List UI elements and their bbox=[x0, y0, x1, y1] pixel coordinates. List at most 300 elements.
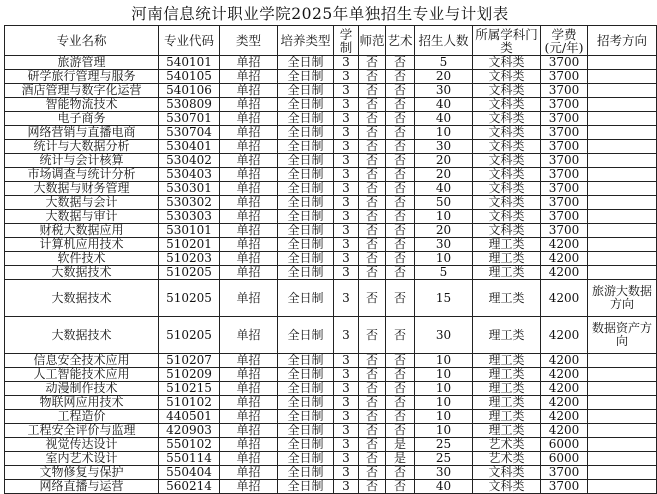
cell-art: 否 bbox=[386, 84, 415, 98]
cell-art: 否 bbox=[386, 266, 415, 280]
cell-discipline: 理工类 bbox=[473, 238, 541, 252]
cell-discipline: 文科类 bbox=[473, 224, 541, 238]
table-row bbox=[5, 154, 657, 168]
cell-major-name: 大数据技术 bbox=[5, 280, 159, 317]
table-row bbox=[5, 56, 657, 70]
cell-discipline: 理工类 bbox=[473, 252, 541, 266]
cell-normal: 否 bbox=[359, 140, 386, 154]
cell-tuition: 4200 bbox=[541, 382, 588, 396]
cell-tuition: 3700 bbox=[541, 168, 588, 182]
cell-major-code: 540105 bbox=[159, 70, 220, 84]
cell-training-type: 全日制 bbox=[278, 126, 334, 140]
cell-art: 是 bbox=[386, 452, 415, 466]
cell-type: 单招 bbox=[220, 396, 278, 410]
table-row bbox=[5, 238, 657, 252]
cell-training-type: 全日制 bbox=[278, 112, 334, 126]
cell-direction bbox=[588, 154, 657, 168]
cell-direction bbox=[588, 424, 657, 438]
cell-duration: 3 bbox=[334, 480, 359, 494]
cell-training-type: 全日制 bbox=[278, 196, 334, 210]
cell-art: 否 bbox=[386, 168, 415, 182]
cell-type: 单招 bbox=[220, 252, 278, 266]
cell-normal: 否 bbox=[359, 182, 386, 196]
cell-type: 单招 bbox=[220, 424, 278, 438]
cell-normal: 否 bbox=[359, 154, 386, 168]
header-tuition: 学费(元/年) bbox=[541, 26, 588, 56]
cell-duration: 3 bbox=[334, 224, 359, 238]
cell-direction bbox=[588, 98, 657, 112]
table-row bbox=[5, 252, 657, 266]
cell-type: 单招 bbox=[220, 317, 278, 354]
cell-art: 否 bbox=[386, 396, 415, 410]
cell-duration: 3 bbox=[334, 238, 359, 252]
cell-direction bbox=[588, 56, 657, 70]
cell-discipline: 文科类 bbox=[473, 140, 541, 154]
header-direction: 招考方向 bbox=[588, 26, 657, 56]
cell-duration: 3 bbox=[334, 452, 359, 466]
cell-duration: 3 bbox=[334, 252, 359, 266]
cell-tuition: 6000 bbox=[541, 438, 588, 452]
cell-direction: 旅游大数据方向 bbox=[588, 280, 657, 317]
cell-major-code: 550114 bbox=[159, 452, 220, 466]
cell-duration: 3 bbox=[334, 196, 359, 210]
table-row bbox=[5, 317, 657, 354]
cell-discipline: 艺术类 bbox=[473, 438, 541, 452]
cell-major-code: 510207 bbox=[159, 354, 220, 368]
cell-type: 单招 bbox=[220, 126, 278, 140]
cell-normal: 否 bbox=[359, 252, 386, 266]
table-row bbox=[5, 210, 657, 224]
table-row bbox=[5, 280, 657, 317]
cell-type: 单招 bbox=[220, 168, 278, 182]
table-row bbox=[5, 396, 657, 410]
cell-major-code: 530402 bbox=[159, 154, 220, 168]
cell-tuition: 3700 bbox=[541, 84, 588, 98]
cell-art: 否 bbox=[386, 424, 415, 438]
cell-normal: 否 bbox=[359, 368, 386, 382]
cell-type: 单招 bbox=[220, 480, 278, 494]
cell-enrollment: 10 bbox=[415, 382, 473, 396]
cell-major-name: 大数据与财务管理 bbox=[5, 182, 159, 196]
cell-discipline: 文科类 bbox=[473, 70, 541, 84]
cell-major-code: 510205 bbox=[159, 317, 220, 354]
cell-direction bbox=[588, 368, 657, 382]
cell-art: 否 bbox=[386, 238, 415, 252]
cell-type: 单招 bbox=[220, 154, 278, 168]
cell-major-name: 网络直播与运营 bbox=[5, 480, 159, 494]
table-body bbox=[5, 56, 657, 494]
cell-duration: 3 bbox=[334, 140, 359, 154]
cell-enrollment: 5 bbox=[415, 56, 473, 70]
cell-direction bbox=[588, 210, 657, 224]
cell-major-name: 计算机应用技术 bbox=[5, 238, 159, 252]
cell-art: 是 bbox=[386, 438, 415, 452]
cell-normal: 否 bbox=[359, 56, 386, 70]
cell-duration: 3 bbox=[334, 98, 359, 112]
cell-normal: 否 bbox=[359, 70, 386, 84]
cell-normal: 否 bbox=[359, 238, 386, 252]
cell-enrollment: 10 bbox=[415, 252, 473, 266]
cell-enrollment: 30 bbox=[415, 466, 473, 480]
cell-type: 单招 bbox=[220, 84, 278, 98]
header-major-name: 专业名称 bbox=[5, 26, 159, 56]
cell-normal: 否 bbox=[359, 266, 386, 280]
cell-enrollment: 15 bbox=[415, 280, 473, 317]
cell-duration: 3 bbox=[334, 280, 359, 317]
cell-duration: 3 bbox=[334, 354, 359, 368]
cell-major-name: 旅游管理 bbox=[5, 56, 159, 70]
header-art: 艺术 bbox=[386, 26, 415, 56]
cell-major-name: 研学旅行管理与服务 bbox=[5, 70, 159, 84]
cell-art: 否 bbox=[386, 98, 415, 112]
cell-direction bbox=[588, 112, 657, 126]
cell-enrollment: 20 bbox=[415, 224, 473, 238]
cell-direction: 数据资产方向 bbox=[588, 317, 657, 354]
cell-major-code: 510201 bbox=[159, 238, 220, 252]
cell-enrollment: 30 bbox=[415, 317, 473, 354]
cell-major-code: 550404 bbox=[159, 466, 220, 480]
cell-normal: 否 bbox=[359, 480, 386, 494]
page-title: 河南信息统计职业学院2025年单独招生专业与计划表 bbox=[131, 5, 509, 23]
cell-tuition: 4200 bbox=[541, 266, 588, 280]
cell-tuition: 3700 bbox=[541, 210, 588, 224]
cell-duration: 3 bbox=[334, 466, 359, 480]
cell-training-type: 全日制 bbox=[278, 98, 334, 112]
cell-art: 否 bbox=[386, 224, 415, 238]
cell-duration: 3 bbox=[334, 210, 359, 224]
cell-enrollment: 30 bbox=[415, 84, 473, 98]
table-row bbox=[5, 98, 657, 112]
cell-training-type: 全日制 bbox=[278, 466, 334, 480]
cell-enrollment: 10 bbox=[415, 126, 473, 140]
cell-tuition: 3700 bbox=[541, 140, 588, 154]
cell-training-type: 全日制 bbox=[278, 56, 334, 70]
cell-major-code: 510209 bbox=[159, 368, 220, 382]
table-row bbox=[5, 438, 657, 452]
cell-discipline: 文科类 bbox=[473, 168, 541, 182]
cell-training-type: 全日制 bbox=[278, 266, 334, 280]
cell-tuition: 3700 bbox=[541, 196, 588, 210]
cell-duration: 3 bbox=[334, 410, 359, 424]
cell-type: 单招 bbox=[220, 182, 278, 196]
cell-normal: 否 bbox=[359, 210, 386, 224]
cell-major-code: 530301 bbox=[159, 182, 220, 196]
cell-training-type: 全日制 bbox=[278, 154, 334, 168]
cell-tuition: 3700 bbox=[541, 182, 588, 196]
table-row bbox=[5, 466, 657, 480]
cell-direction bbox=[588, 396, 657, 410]
cell-type: 单招 bbox=[220, 238, 278, 252]
cell-major-name: 物联网应用技术 bbox=[5, 396, 159, 410]
cell-art: 否 bbox=[386, 480, 415, 494]
cell-tuition: 3700 bbox=[541, 70, 588, 84]
cell-tuition: 4200 bbox=[541, 238, 588, 252]
cell-major-code: 530809 bbox=[159, 98, 220, 112]
cell-normal: 否 bbox=[359, 112, 386, 126]
cell-discipline: 理工类 bbox=[473, 396, 541, 410]
cell-enrollment: 10 bbox=[415, 396, 473, 410]
cell-major-name: 视觉传达设计 bbox=[5, 438, 159, 452]
cell-enrollment: 20 bbox=[415, 168, 473, 182]
cell-tuition: 4200 bbox=[541, 396, 588, 410]
cell-training-type: 全日制 bbox=[278, 354, 334, 368]
table-row bbox=[5, 168, 657, 182]
cell-discipline: 理工类 bbox=[473, 424, 541, 438]
table-row bbox=[5, 224, 657, 238]
cell-major-code: 530303 bbox=[159, 210, 220, 224]
cell-art: 否 bbox=[386, 126, 415, 140]
cell-training-type: 全日制 bbox=[278, 317, 334, 354]
cell-tuition: 3700 bbox=[541, 466, 588, 480]
cell-art: 否 bbox=[386, 410, 415, 424]
cell-major-name: 工程造价 bbox=[5, 410, 159, 424]
cell-art: 否 bbox=[386, 70, 415, 84]
cell-duration: 3 bbox=[334, 317, 359, 354]
cell-tuition: 3700 bbox=[541, 126, 588, 140]
cell-duration: 3 bbox=[334, 438, 359, 452]
cell-tuition: 6000 bbox=[541, 452, 588, 466]
header-discipline: 所属学科门类 bbox=[473, 26, 541, 56]
cell-normal: 否 bbox=[359, 424, 386, 438]
table-row bbox=[5, 84, 657, 98]
cell-training-type: 全日制 bbox=[278, 396, 334, 410]
cell-training-type: 全日制 bbox=[278, 238, 334, 252]
cell-art: 否 bbox=[386, 210, 415, 224]
cell-type: 单招 bbox=[220, 466, 278, 480]
cell-tuition: 4200 bbox=[541, 317, 588, 354]
cell-normal: 否 bbox=[359, 280, 386, 317]
cell-duration: 3 bbox=[334, 112, 359, 126]
cell-discipline: 文科类 bbox=[473, 154, 541, 168]
cell-duration: 3 bbox=[334, 266, 359, 280]
cell-major-name: 信息安全技术应用 bbox=[5, 354, 159, 368]
cell-normal: 否 bbox=[359, 438, 386, 452]
cell-discipline: 理工类 bbox=[473, 410, 541, 424]
cell-major-code: 530101 bbox=[159, 224, 220, 238]
cell-discipline: 文科类 bbox=[473, 480, 541, 494]
cell-enrollment: 40 bbox=[415, 480, 473, 494]
cell-major-code: 510205 bbox=[159, 266, 220, 280]
cell-enrollment: 10 bbox=[415, 354, 473, 368]
cell-type: 单招 bbox=[220, 98, 278, 112]
cell-direction bbox=[588, 452, 657, 466]
cell-normal: 否 bbox=[359, 466, 386, 480]
cell-tuition: 4200 bbox=[541, 424, 588, 438]
header-training-type: 培养类型 bbox=[278, 26, 334, 56]
cell-discipline: 文科类 bbox=[473, 84, 541, 98]
cell-direction bbox=[588, 196, 657, 210]
cell-tuition: 4200 bbox=[541, 280, 588, 317]
cell-training-type: 全日制 bbox=[278, 424, 334, 438]
cell-discipline: 文科类 bbox=[473, 98, 541, 112]
cell-art: 否 bbox=[386, 317, 415, 354]
cell-major-name: 工程安全评价与监理 bbox=[5, 424, 159, 438]
cell-art: 否 bbox=[386, 252, 415, 266]
cell-direction bbox=[588, 466, 657, 480]
cell-major-code: 530401 bbox=[159, 140, 220, 154]
cell-art: 否 bbox=[386, 112, 415, 126]
cell-discipline: 理工类 bbox=[473, 382, 541, 396]
header-duration: 学制 bbox=[334, 26, 359, 56]
cell-major-code: 440501 bbox=[159, 410, 220, 424]
cell-discipline: 文科类 bbox=[473, 56, 541, 70]
cell-type: 单招 bbox=[220, 210, 278, 224]
cell-direction bbox=[588, 140, 657, 154]
cell-major-name: 大数据技术 bbox=[5, 317, 159, 354]
table-header-row bbox=[5, 26, 657, 56]
cell-enrollment: 40 bbox=[415, 98, 473, 112]
cell-normal: 否 bbox=[359, 84, 386, 98]
cell-major-name: 统计与大数据分析 bbox=[5, 140, 159, 154]
header-major-code: 专业代码 bbox=[159, 26, 220, 56]
header-type: 类型 bbox=[220, 26, 278, 56]
cell-discipline: 文科类 bbox=[473, 210, 541, 224]
cell-duration: 3 bbox=[334, 396, 359, 410]
cell-discipline: 文科类 bbox=[473, 112, 541, 126]
cell-discipline: 文科类 bbox=[473, 182, 541, 196]
cell-normal: 否 bbox=[359, 126, 386, 140]
cell-type: 单招 bbox=[220, 354, 278, 368]
cell-major-code: 530302 bbox=[159, 196, 220, 210]
cell-training-type: 全日制 bbox=[278, 382, 334, 396]
cell-major-name: 电子商务 bbox=[5, 112, 159, 126]
cell-major-code: 510205 bbox=[159, 280, 220, 317]
cell-art: 否 bbox=[386, 140, 415, 154]
cell-type: 单招 bbox=[220, 410, 278, 424]
cell-normal: 否 bbox=[359, 98, 386, 112]
table-row bbox=[5, 140, 657, 154]
cell-enrollment: 25 bbox=[415, 438, 473, 452]
table-row bbox=[5, 112, 657, 126]
cell-tuition: 3700 bbox=[541, 480, 588, 494]
cell-type: 单招 bbox=[220, 224, 278, 238]
cell-normal: 否 bbox=[359, 168, 386, 182]
cell-enrollment: 40 bbox=[415, 112, 473, 126]
cell-enrollment: 10 bbox=[415, 424, 473, 438]
cell-major-code: 550102 bbox=[159, 438, 220, 452]
cell-duration: 3 bbox=[334, 126, 359, 140]
table-row bbox=[5, 266, 657, 280]
cell-major-code: 510215 bbox=[159, 382, 220, 396]
cell-tuition: 3700 bbox=[541, 224, 588, 238]
cell-discipline: 文科类 bbox=[473, 196, 541, 210]
cell-art: 否 bbox=[386, 368, 415, 382]
cell-direction bbox=[588, 252, 657, 266]
cell-type: 单招 bbox=[220, 368, 278, 382]
cell-type: 单招 bbox=[220, 438, 278, 452]
cell-direction bbox=[588, 126, 657, 140]
table-row bbox=[5, 182, 657, 196]
cell-art: 否 bbox=[386, 196, 415, 210]
table-row bbox=[5, 70, 657, 84]
table-row bbox=[5, 424, 657, 438]
cell-normal: 否 bbox=[359, 224, 386, 238]
cell-enrollment: 20 bbox=[415, 154, 473, 168]
cell-major-name: 动漫制作技术 bbox=[5, 382, 159, 396]
cell-major-code: 530701 bbox=[159, 112, 220, 126]
cell-discipline: 文科类 bbox=[473, 126, 541, 140]
cell-discipline: 艺术类 bbox=[473, 452, 541, 466]
cell-training-type: 全日制 bbox=[278, 452, 334, 466]
cell-major-name: 网络营销与直播电商 bbox=[5, 126, 159, 140]
cell-direction bbox=[588, 354, 657, 368]
cell-major-code: 510102 bbox=[159, 396, 220, 410]
cell-tuition: 4200 bbox=[541, 252, 588, 266]
cell-normal: 否 bbox=[359, 317, 386, 354]
cell-training-type: 全日制 bbox=[278, 368, 334, 382]
cell-type: 单招 bbox=[220, 56, 278, 70]
cell-direction bbox=[588, 410, 657, 424]
header-enrollment: 招生人数 bbox=[415, 26, 473, 56]
cell-tuition: 4200 bbox=[541, 410, 588, 424]
cell-major-name: 大数据与审计 bbox=[5, 210, 159, 224]
cell-art: 否 bbox=[386, 280, 415, 317]
cell-major-name: 财税大数据应用 bbox=[5, 224, 159, 238]
cell-training-type: 全日制 bbox=[278, 252, 334, 266]
cell-discipline: 文科类 bbox=[473, 466, 541, 480]
cell-direction bbox=[588, 238, 657, 252]
cell-major-name: 市场调查与统计分析 bbox=[5, 168, 159, 182]
cell-tuition: 4200 bbox=[541, 354, 588, 368]
cell-major-name: 统计与会计核算 bbox=[5, 154, 159, 168]
cell-enrollment: 5 bbox=[415, 266, 473, 280]
cell-direction bbox=[588, 438, 657, 452]
cell-art: 否 bbox=[386, 154, 415, 168]
cell-major-code: 540106 bbox=[159, 84, 220, 98]
cell-direction bbox=[588, 382, 657, 396]
cell-discipline: 理工类 bbox=[473, 354, 541, 368]
cell-tuition: 3700 bbox=[541, 154, 588, 168]
cell-training-type: 全日制 bbox=[278, 480, 334, 494]
cell-duration: 3 bbox=[334, 154, 359, 168]
cell-type: 单招 bbox=[220, 452, 278, 466]
cell-major-name: 软件技术 bbox=[5, 252, 159, 266]
cell-major-code: 510203 bbox=[159, 252, 220, 266]
cell-duration: 3 bbox=[334, 182, 359, 196]
cell-direction bbox=[588, 70, 657, 84]
cell-major-name: 大数据与会计 bbox=[5, 196, 159, 210]
cell-normal: 否 bbox=[359, 410, 386, 424]
cell-training-type: 全日制 bbox=[278, 140, 334, 154]
cell-direction bbox=[588, 84, 657, 98]
cell-discipline: 理工类 bbox=[473, 280, 541, 317]
cell-direction bbox=[588, 224, 657, 238]
cell-art: 否 bbox=[386, 56, 415, 70]
cell-duration: 3 bbox=[334, 70, 359, 84]
cell-enrollment: 10 bbox=[415, 368, 473, 382]
cell-major-name: 文物修复与保护 bbox=[5, 466, 159, 480]
cell-discipline: 理工类 bbox=[473, 368, 541, 382]
cell-type: 单招 bbox=[220, 140, 278, 154]
cell-duration: 3 bbox=[334, 168, 359, 182]
cell-major-code: 560214 bbox=[159, 480, 220, 494]
cell-duration: 3 bbox=[334, 56, 359, 70]
cell-duration: 3 bbox=[334, 84, 359, 98]
cell-direction bbox=[588, 266, 657, 280]
cell-enrollment: 30 bbox=[415, 140, 473, 154]
cell-normal: 否 bbox=[359, 354, 386, 368]
cell-enrollment: 50 bbox=[415, 196, 473, 210]
cell-type: 单招 bbox=[220, 280, 278, 317]
cell-tuition: 3700 bbox=[541, 56, 588, 70]
cell-duration: 3 bbox=[334, 424, 359, 438]
cell-direction bbox=[588, 182, 657, 196]
cell-art: 否 bbox=[386, 466, 415, 480]
cell-training-type: 全日制 bbox=[278, 210, 334, 224]
cell-training-type: 全日制 bbox=[278, 84, 334, 98]
cell-art: 否 bbox=[386, 382, 415, 396]
cell-discipline: 理工类 bbox=[473, 317, 541, 354]
